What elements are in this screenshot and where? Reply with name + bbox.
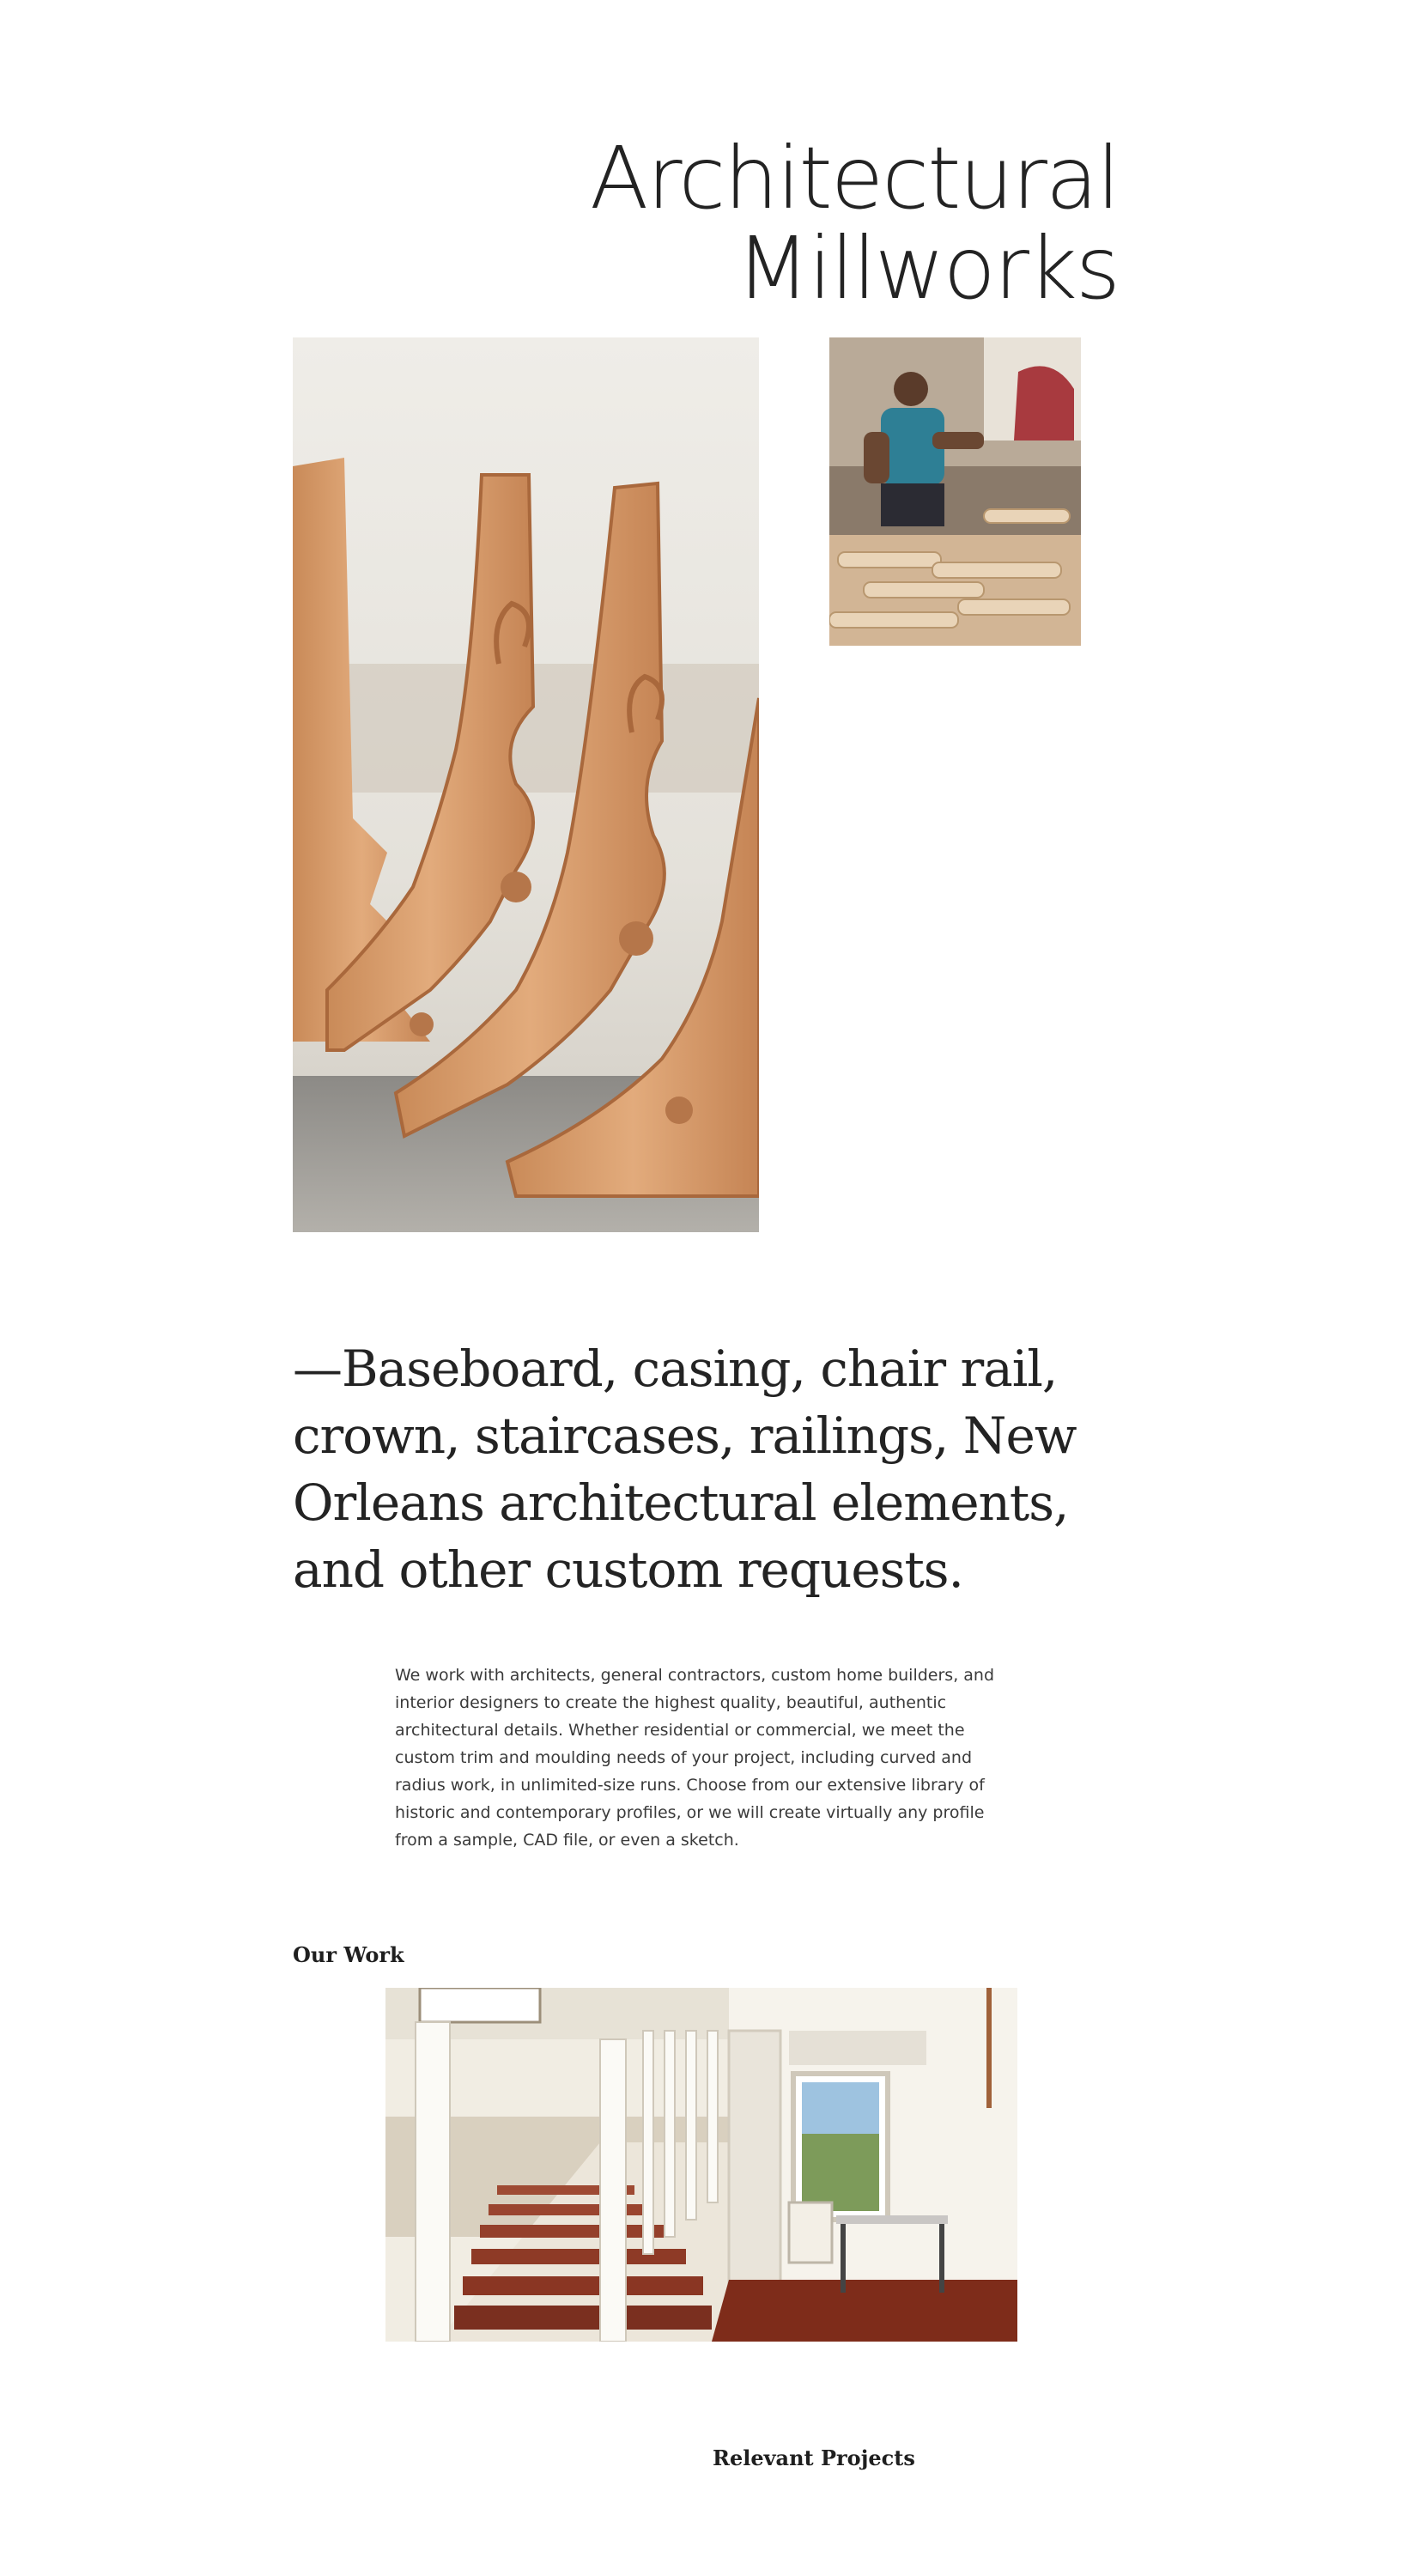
staircase-illustration [385,1988,1017,2342]
our-work-heading: Our Work [293,1942,404,1967]
page-title-line-1: Architectural [590,128,1119,228]
worker-photo [829,337,1081,646]
staircase-photo[interactable] [385,1988,1017,2342]
worker-illustration [829,337,1081,646]
page-title [432,128,1119,319]
brackets-photo [293,337,759,1232]
services-heading: —Baseboard, casing, chair rail, crown, staircases, railings, New Orleans architectural elements, and other custom requests. [293,1340,1077,1599]
intro-paragraph: We work with architects, general contractors, custom home builders, and interior designers to create the highest quality, beautiful, authentic architectural details. Whether residential or commercial, we meet the custom trim and moulding needs of your project, including curved and radius work, in unlimited-size runs. Choose from our extensive library of historic and contemporary profiles, or we will create virtually any profile from a sample, CAD file, or even a sketch. [395,1666,995,1850]
relevant-projects-heading: Relevant Projects [713,2445,915,2470]
page-title-line-2: Millworks [736,218,1119,319]
brackets-illustration [293,337,759,1232]
